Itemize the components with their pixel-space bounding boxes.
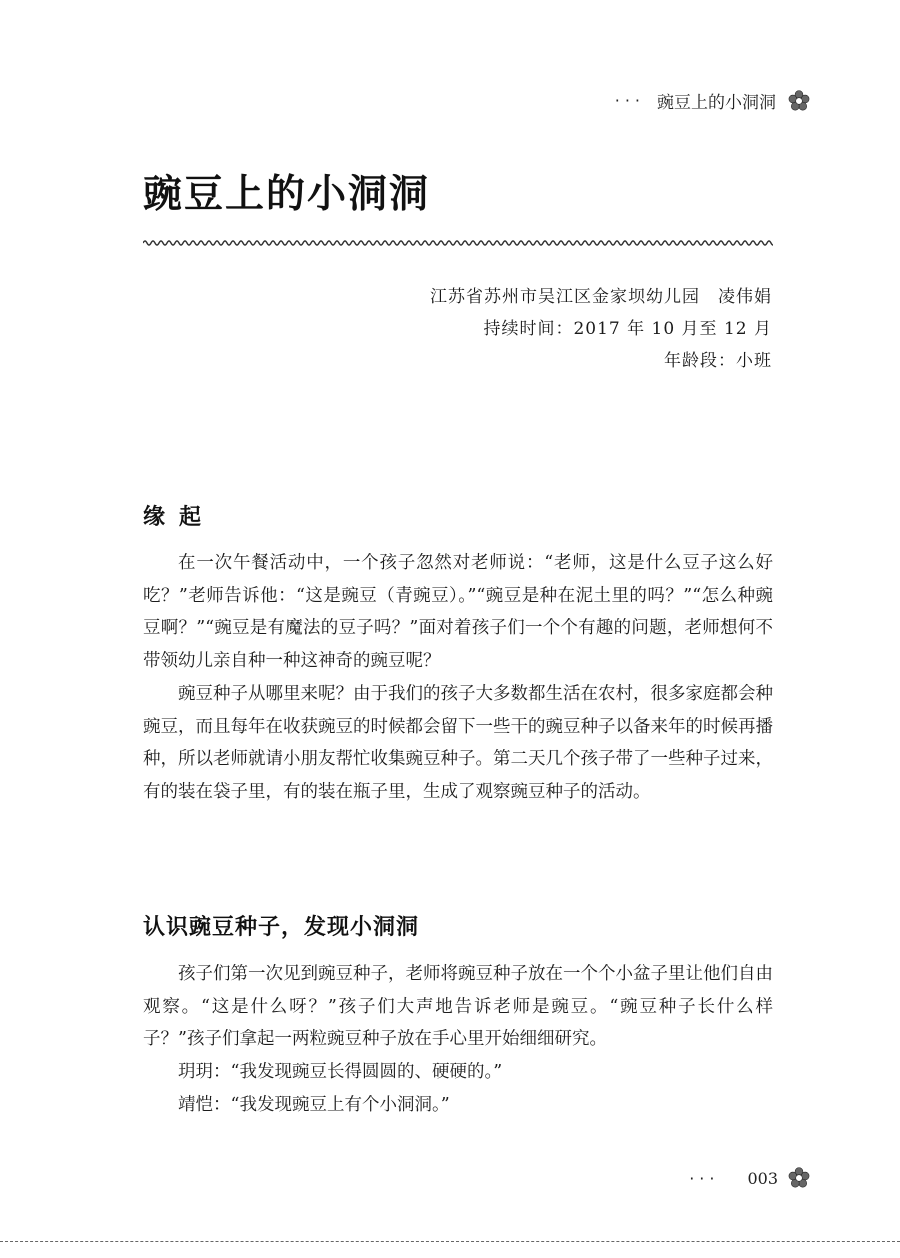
running-head-title: 豌豆上的小洞洞 [657,93,776,113]
section-body-origin [143,547,773,809]
paragraph: 孩子们第一次见到豌豆种子，老师将豌豆种子放在一个个小盆子里让他们自由观察。“这是什么呀？”孩子们大声地告诉老师是豌豆。“豌豆种子长什么样子？”孩子们拿起一两粒豌豆种子放在手心里开始细细研究。 [143,964,773,1050]
paragraph: 豌豆种子从哪里来呢？由于我们的孩子大多数都生活在农村，很多家庭都会种豌豆，而且每年在收获豌豆的时候都会留下一些干的豌豆种子以备来年的时候再播种，所以老师就请小朋友帮忙收集豌豆种子。第二天几个孩子带了一些种子过来，有的装在袋子里，有的装在瓶子里，生成了观察豌豆种子的活动。 [143,683,773,802]
flower-icon [788,1167,810,1189]
paragraph: 靖恺：“我发现豌豆上有个小洞洞。” [178,1094,450,1115]
page-footer [689,1167,810,1189]
section-heading-seeds: 认识豌豆种子，发现小洞洞 [143,915,420,940]
running-head [615,88,810,113]
ellipsis-dots: ··· [689,1168,720,1188]
page-number: 003 [747,1168,778,1188]
section-body-seeds [143,958,773,1122]
author-info [430,281,772,377]
age-group-line: 年龄段：小班 [664,351,772,371]
section-heading-origin: 缘起 [143,505,216,530]
ellipsis-dots: ··· [614,91,645,110]
paragraph: 玥玥：“我发现豌豆长得圆圆的、硬硬的。” [178,1062,503,1083]
wavy-divider [143,236,773,250]
trim-cut-line [0,1241,900,1242]
author-line: 江苏省苏州市吴江区金家坝幼儿园 凌伟娟 [430,287,772,307]
paragraph: 在一次午餐活动中，一个孩子忽然对老师说：“老师，这是什么豆子这么好吃？”老师告诉他：“这是豌豆（青豌豆）。”“豌豆是种在泥土里的吗？”“怎么种豌豆啊？”“豌豆是有魔法的豆子吗？”面对着孩子们一个个有趣的问题，老师想何不带领幼儿亲自种一种这神奇的豌豆呢？ [143,553,773,672]
article-title: 豌豆上的小洞洞 [143,172,431,217]
flower-icon [788,90,810,112]
duration-line: 持续时间：2017 年 10 月至 12 月 [483,319,772,339]
